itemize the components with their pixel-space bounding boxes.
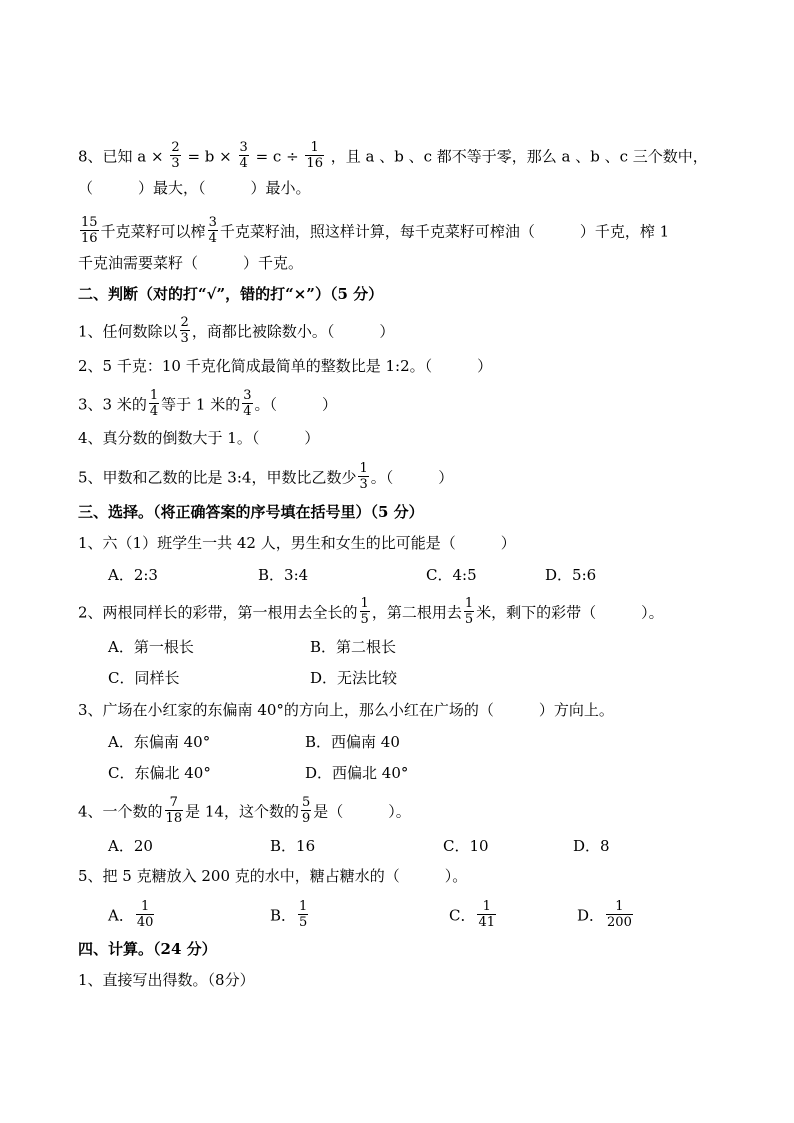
- fraction: $\frac{2}{3}$: [171, 140, 180, 171]
- section-3-title: 三、选择。（将正确答案的序号填在括号里）（5 分）: [78, 503, 424, 521]
- choice-5-option-d: D． $\frac{1}{200}$: [577, 899, 632, 930]
- choice-3-option-a: A．东偏南 40°: [108, 733, 211, 751]
- choice-4-option-d: D．8: [573, 837, 610, 855]
- fraction: $\frac{5}{9}$: [301, 795, 311, 826]
- calc-1: 1、直接写出得数。（8分）: [78, 971, 255, 989]
- fraction: $\frac{7}{18}$: [165, 795, 183, 826]
- section-4-title: 四、计算。（24 分）: [78, 940, 217, 958]
- fraction: $\frac{1}{5}$: [299, 899, 308, 930]
- choice-5-option-b: B． $\frac{1}{5}$: [270, 899, 308, 930]
- fraction: $\frac{3}{4}$: [243, 388, 252, 419]
- choice-3: 3、广场在小红家的东偏南 40°的方向上，那么小红在广场的（ ）方向上。: [78, 701, 614, 719]
- question-8-line1: 8、已知 a × $\frac{2}{3}$ = b × $\frac{3}{4}$ = c ÷ $\frac{1}{16}$ ，且 a 、b 、c 都不等于零，那么 a 、b 、c 三个数中，: [78, 140, 708, 171]
- choice-1-option-a: A．2:3: [108, 566, 158, 584]
- choice-3-option-c: C．东偏北 40°: [108, 764, 211, 782]
- choice-4-option-c: C．10: [443, 837, 489, 855]
- judge-2: 2、5 千克：10 千克化简成最简单的整数比是 1:2。（ ）: [78, 357, 493, 375]
- choice-1: 1、六（1）班学生一共 42 人，男生和女生的比可能是（ ）: [78, 534, 516, 552]
- question-8-line2: （ ）最大，（ ）最小。: [78, 179, 311, 197]
- choice-1-option-b: B．3:4: [258, 566, 309, 584]
- fraction: $\frac{2}{3}$: [180, 315, 189, 346]
- fraction: $\frac{1}{3}$: [359, 461, 368, 492]
- choice-5-option-a: A． $\frac{1}{40}$: [108, 899, 154, 930]
- choice-4-option-a: A．20: [108, 837, 153, 855]
- fraction: $\frac{1}{5}$: [360, 596, 369, 627]
- judge-1: 1、任何数除以 $\frac{2}{3}$ ，商都比被除数小。（ ）: [78, 315, 395, 346]
- question-9-line2: 千克油需要菜籽（ ）千克。: [78, 254, 304, 272]
- choice-2-option-d: D．无法比较: [310, 669, 398, 687]
- fraction: $\frac{1}{4}$: [149, 388, 159, 419]
- judge-3: 3、3 米的 $\frac{1}{4}$ 等于 1 米的 $\frac{3}{4}$ 。（ ）: [78, 388, 338, 419]
- fraction: $\frac{1}{40}$: [136, 899, 154, 930]
- choice-5: 5、把 5 克糖放入 200 克的水中，糖占糖水的（ ）。: [78, 867, 468, 885]
- choice-2-option-a: A．第一根长: [108, 638, 194, 656]
- fraction: $\frac{1}{41}$: [478, 899, 496, 930]
- fraction: $\frac{3}{4}$: [208, 215, 217, 246]
- choice-5-option-c: C． $\frac{1}{41}$: [449, 899, 496, 930]
- choice-3-option-d: D．西偏北 40°: [305, 764, 409, 782]
- fraction: $\frac{1}{16}$: [306, 140, 323, 171]
- choice-1-option-d: D．5:6: [545, 566, 597, 584]
- question-9-line1: $\frac{15}{16}$ 千克菜籽可以榨 $\frac{3}{4}$ 千克菜籽油，照这样计算，每千克菜籽可榨油（ ）千克，榨 1: [81, 215, 670, 246]
- fraction: $\frac{3}{4}$: [239, 140, 248, 171]
- fraction: $\frac{1}{200}$: [607, 899, 632, 930]
- choice-4: 4、一个数的 $\frac{7}{18}$ 是 14，这个数的 $\frac{5}{9}$ 是（ ）。: [78, 795, 411, 826]
- judge-4: 4、真分数的倒数大于 1。（ ）: [78, 429, 320, 447]
- choice-2: 2、两根同样长的彩带，第一根用去全长的 $\frac{1}{5}$ ，第二根用去 $\frac{1}{5}$ 米，剩下的彩带（ ）。: [78, 596, 664, 627]
- fraction: $\frac{1}{5}$: [464, 596, 474, 627]
- judge-5: 5、甲数和乙数的比是 3:4，甲数比乙数少 $\frac{1}{3}$ 。（ ）: [78, 461, 454, 492]
- section-2-title: 二、判断（对的打“√”，错的打“×”）（5 分）: [78, 285, 384, 303]
- fraction: $\frac{15}{16}$: [81, 215, 98, 246]
- choice-2-option-b: B．第二根长: [310, 638, 397, 656]
- choice-2-option-c: C．同样长: [108, 669, 180, 687]
- choice-1-option-c: C．4:5: [426, 566, 477, 584]
- choice-3-option-b: B．西偏南 40: [305, 733, 400, 751]
- choice-4-option-b: B．16: [270, 837, 316, 855]
